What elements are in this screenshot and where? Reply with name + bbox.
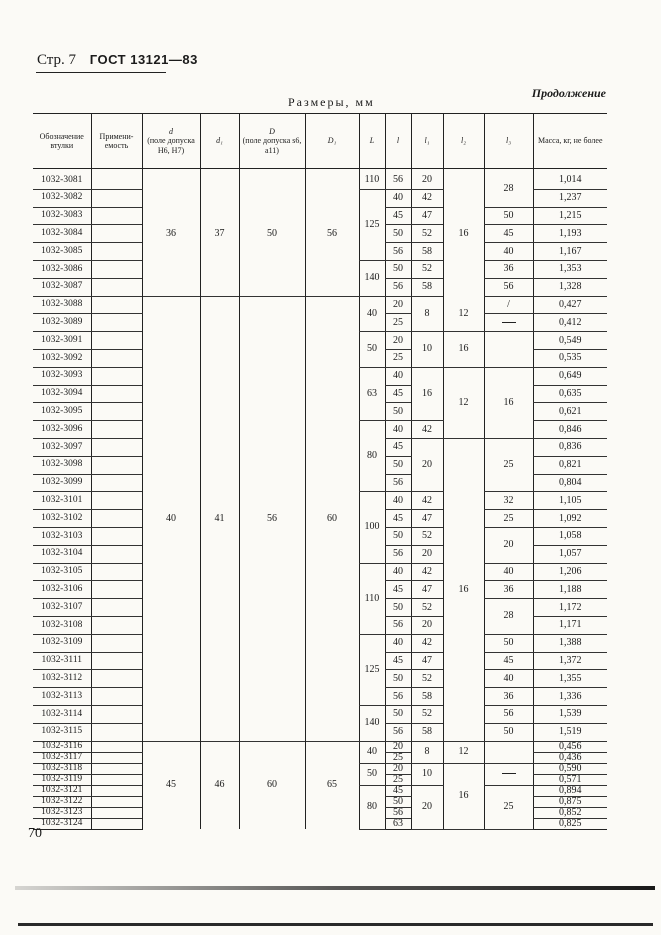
- mass-cell: 0,535: [533, 349, 607, 367]
- designation-cell: 1032-3116: [33, 741, 91, 752]
- l1-cell: 47: [411, 652, 443, 670]
- designation-cell: 1032-3114: [33, 705, 91, 723]
- scan-edge: [15, 886, 655, 890]
- L-cell: 110: [359, 172, 385, 189]
- applicability-cell: [91, 581, 142, 599]
- l1-cell: 20: [411, 545, 443, 563]
- l1-cell: 42: [411, 492, 443, 510]
- designation-cell: 1032-3106: [33, 581, 91, 599]
- L-cell: 80: [359, 785, 385, 829]
- mass-cell: 1,057: [533, 545, 607, 563]
- designation-cell: 1032-3096: [33, 421, 91, 439]
- mass-cell: 1,172: [533, 599, 607, 617]
- mass-cell: 0,635: [533, 385, 607, 403]
- l-cell: 20: [385, 763, 411, 774]
- dash-mark: [502, 773, 516, 774]
- col-d1: [200, 114, 239, 169]
- mass-cell: 1,355: [533, 670, 607, 688]
- col-l2: [443, 114, 484, 169]
- l-cell: 50: [385, 403, 411, 421]
- col-D: [239, 114, 305, 169]
- l-cell: 45: [385, 438, 411, 456]
- designation-cell: 1032-3099: [33, 474, 91, 492]
- applicability-cell: [91, 807, 142, 818]
- l-cell: 25: [385, 349, 411, 367]
- designation-cell: 1032-3084: [33, 225, 91, 243]
- col-l1-symbol: l₁: [424, 136, 430, 146]
- l-cell: 50: [385, 670, 411, 688]
- standard-number: ГОСТ 13121—83: [89, 52, 198, 67]
- L-cell: 125: [359, 189, 385, 260]
- l1-cell: 52: [411, 599, 443, 617]
- l-cell: 63: [385, 818, 411, 829]
- designation-cell: 1032-3112: [33, 670, 91, 688]
- mass-cell: 1,539: [533, 705, 607, 723]
- applicability-cell: [91, 688, 142, 706]
- d-cell: 36: [142, 172, 200, 296]
- l-cell: 45: [385, 652, 411, 670]
- l2-cell: 12: [443, 367, 484, 438]
- col-l1: [411, 114, 443, 169]
- designation-cell: 1032-3123: [33, 807, 91, 818]
- l1-cell: 58: [411, 243, 443, 261]
- l-cell: 56: [385, 172, 411, 189]
- l3-cell: 16: [484, 367, 533, 438]
- applicability-cell: [91, 189, 142, 207]
- table-row: [33, 296, 607, 314]
- l-cell: 40: [385, 634, 411, 652]
- D-cell: 60: [239, 741, 305, 829]
- l-cell: 40: [385, 492, 411, 510]
- mass-cell: 1,193: [533, 225, 607, 243]
- mass-cell: 0,894: [533, 785, 607, 796]
- designation-cell: 1032-3086: [33, 260, 91, 278]
- l1-cell: 20: [411, 172, 443, 189]
- applicability-cell: [91, 670, 142, 688]
- l1-cell: 42: [411, 563, 443, 581]
- l2-cell: 12: [443, 296, 484, 332]
- page-header: [37, 52, 208, 69]
- mass-cell: 1,058: [533, 527, 607, 545]
- col-l3: [484, 114, 533, 169]
- l3-cell: 25: [484, 785, 533, 829]
- L-cell: 50: [359, 332, 385, 368]
- applicability-cell: [91, 403, 142, 421]
- L-cell: 100: [359, 492, 385, 563]
- l1-cell: 47: [411, 510, 443, 528]
- l1-cell: 20: [411, 785, 443, 829]
- table-row: [33, 172, 607, 189]
- l-cell: 50: [385, 796, 411, 807]
- l-cell: 56: [385, 616, 411, 634]
- l-cell: 50: [385, 705, 411, 723]
- L-cell: 40: [359, 741, 385, 763]
- designation-cell: 1032-3085: [33, 243, 91, 261]
- mass-cell: 1,353: [533, 260, 607, 278]
- designation-cell: 1032-3088: [33, 296, 91, 314]
- mass-cell: 1,388: [533, 634, 607, 652]
- l-cell: 56: [385, 723, 411, 741]
- designation-cell: 1032-3122: [33, 796, 91, 807]
- l-cell: 20: [385, 332, 411, 350]
- l1-cell: 10: [411, 332, 443, 368]
- mass-cell: 1,215: [533, 207, 607, 225]
- designation-cell: 1032-3094: [33, 385, 91, 403]
- col-D-symbol: D: [269, 127, 275, 137]
- l-cell: 56: [385, 807, 411, 818]
- col-mass: Масса, кг, не более: [533, 114, 607, 169]
- L-cell: 40: [359, 296, 385, 332]
- l1-cell: 10: [411, 763, 443, 785]
- col-D1: [305, 114, 359, 169]
- mass-cell: 0,821: [533, 456, 607, 474]
- mass-cell: 0,852: [533, 807, 607, 818]
- l3-cell: 50: [484, 207, 533, 225]
- l1-cell: 58: [411, 723, 443, 741]
- l-cell: 40: [385, 189, 411, 207]
- L-cell: 140: [359, 260, 385, 296]
- applicability-cell: [91, 818, 142, 829]
- l3-cell: 36: [484, 581, 533, 599]
- continuation-label: Продолжение: [531, 86, 606, 100]
- l-cell: 40: [385, 367, 411, 385]
- col-l3-symbol: l₃: [505, 136, 511, 146]
- D1-cell: 56: [305, 172, 359, 296]
- l3-cell: 25: [484, 510, 533, 528]
- l-cell: 45: [385, 207, 411, 225]
- l-cell: 56: [385, 474, 411, 492]
- mass-cell: 1,167: [533, 243, 607, 261]
- l1-cell: 20: [411, 616, 443, 634]
- mass-cell: 1,519: [533, 723, 607, 741]
- applicability-cell: [91, 752, 142, 763]
- l-cell: 50: [385, 225, 411, 243]
- L-cell: 63: [359, 367, 385, 420]
- col-d1-symbol: d₁: [216, 136, 223, 146]
- mass-cell: 0,621: [533, 403, 607, 421]
- mass-cell: 0,590: [533, 763, 607, 774]
- l-cell: 25: [385, 752, 411, 763]
- l3-cell: 45: [484, 225, 533, 243]
- d-cell: 45: [142, 741, 200, 829]
- applicability-cell: [91, 492, 142, 510]
- designation-cell: 1032-3119: [33, 774, 91, 785]
- l-cell: 50: [385, 260, 411, 278]
- l1-cell: 52: [411, 705, 443, 723]
- applicability-cell: [91, 278, 142, 296]
- applicability-cell: [91, 763, 142, 774]
- mass-cell: 0,412: [533, 314, 607, 332]
- col-l: [385, 114, 411, 169]
- l1-cell: 47: [411, 207, 443, 225]
- col-D-note: (поле допуска s6, a11): [242, 136, 302, 155]
- applicability-cell: [91, 474, 142, 492]
- l3-cell: 45: [484, 652, 533, 670]
- designation-cell: 1032-3087: [33, 278, 91, 296]
- l-cell: 56: [385, 243, 411, 261]
- l1-cell: 58: [411, 278, 443, 296]
- designation-cell: 1032-3117: [33, 752, 91, 763]
- l3-cell: /: [484, 296, 533, 314]
- D-cell: 56: [239, 296, 305, 741]
- mass-cell: 1,014: [533, 172, 607, 189]
- applicability-cell: [91, 438, 142, 456]
- l3-cell: [484, 314, 533, 332]
- l-cell: 45: [385, 581, 411, 599]
- designation-cell: 1032-3108: [33, 616, 91, 634]
- l-cell: 20: [385, 741, 411, 752]
- L-cell: 80: [359, 421, 385, 492]
- l2-cell: 16: [443, 763, 484, 829]
- L-cell: 140: [359, 705, 385, 741]
- applicability-cell: [91, 510, 142, 528]
- mass-cell: 1,188: [533, 581, 607, 599]
- l-cell: 40: [385, 421, 411, 439]
- l-cell: 50: [385, 456, 411, 474]
- designation-cell: 1032-3098: [33, 456, 91, 474]
- applicability-cell: [91, 616, 142, 634]
- col-applicability: Примени-емость: [91, 114, 142, 169]
- designation-cell: 1032-3091: [33, 332, 91, 350]
- page-number: 70: [28, 826, 42, 841]
- l2-cell: 16: [443, 438, 484, 741]
- D1-cell: 60: [305, 296, 359, 741]
- l3-cell: 25: [484, 438, 533, 491]
- applicability-cell: [91, 796, 142, 807]
- designation-cell: 1032-3083: [33, 207, 91, 225]
- d1-cell: 37: [200, 172, 239, 296]
- col-d-note: (поле допуска H6, H7): [147, 136, 195, 155]
- designation-cell: 1032-3101: [33, 492, 91, 510]
- l1-cell: 42: [411, 421, 443, 439]
- applicability-cell: [91, 225, 142, 243]
- L-cell: 125: [359, 634, 385, 705]
- applicability-cell: [91, 296, 142, 314]
- applicability-cell: [91, 172, 142, 189]
- designation-cell: 1032-3093: [33, 367, 91, 385]
- col-l-symbol: l: [396, 136, 400, 146]
- applicability-cell: [91, 332, 142, 350]
- designation-cell: 1032-3118: [33, 763, 91, 774]
- mass-cell: 1,328: [533, 278, 607, 296]
- D-cell: 50: [239, 172, 305, 296]
- header-rule: [36, 72, 166, 73]
- l1-cell: 8: [411, 296, 443, 332]
- l-cell: 56: [385, 688, 411, 706]
- l-cell: 45: [385, 510, 411, 528]
- applicability-cell: [91, 456, 142, 474]
- l3-cell: [484, 741, 533, 763]
- mass-cell: 0,427: [533, 296, 607, 314]
- col-L-symbol: L: [369, 136, 375, 146]
- applicability-cell: [91, 349, 142, 367]
- l3-cell: 56: [484, 278, 533, 296]
- l1-cell: 52: [411, 260, 443, 278]
- applicability-cell: [91, 545, 142, 563]
- mass-cell: 0,549: [533, 332, 607, 350]
- applicability-cell: [91, 652, 142, 670]
- l-cell: 40: [385, 563, 411, 581]
- designation-cell: 1032-3097: [33, 438, 91, 456]
- applicability-cell: [91, 563, 142, 581]
- l1-cell: 52: [411, 527, 443, 545]
- table-row: [33, 741, 607, 752]
- col-l2-symbol: l₂: [460, 136, 466, 146]
- bushing-spec-table: [33, 113, 607, 830]
- l-cell: 45: [385, 785, 411, 796]
- l1-cell: 52: [411, 225, 443, 243]
- l-cell: 20: [385, 296, 411, 314]
- page-label: Стр. 7: [37, 52, 77, 68]
- mass-cell: 0,846: [533, 421, 607, 439]
- l3-cell: 56: [484, 705, 533, 723]
- designation-cell: 1032-3103: [33, 527, 91, 545]
- designation-cell: 1032-3121: [33, 785, 91, 796]
- mass-cell: 1,336: [533, 688, 607, 706]
- l-cell: 25: [385, 314, 411, 332]
- designation-cell: 1032-3104: [33, 545, 91, 563]
- designation-cell: 1032-3109: [33, 634, 91, 652]
- applicability-cell: [91, 260, 142, 278]
- l-cell: 50: [385, 599, 411, 617]
- mass-cell: 0,456: [533, 741, 607, 752]
- l-cell: 56: [385, 545, 411, 563]
- l1-cell: 20: [411, 438, 443, 491]
- designation-cell: 1032-3124: [33, 818, 91, 829]
- dash-mark: [502, 322, 516, 323]
- table-header: [33, 114, 607, 169]
- applicability-cell: [91, 314, 142, 332]
- l2-cell: 12: [443, 741, 484, 763]
- scan-edge-line: [18, 923, 653, 926]
- mass-cell: 1,237: [533, 189, 607, 207]
- D1-cell: 65: [305, 741, 359, 829]
- col-d: [142, 114, 200, 169]
- l1-cell: 47: [411, 581, 443, 599]
- mass-cell: 0,649: [533, 367, 607, 385]
- l1-cell: 16: [411, 367, 443, 420]
- l-cell: 25: [385, 774, 411, 785]
- designation-cell: 1032-3089: [33, 314, 91, 332]
- mass-cell: 0,836: [533, 438, 607, 456]
- l1-cell: 52: [411, 670, 443, 688]
- applicability-cell: [91, 634, 142, 652]
- designation-cell: 1032-3102: [33, 510, 91, 528]
- designation-cell: 1032-3111: [33, 652, 91, 670]
- applicability-cell: [91, 207, 142, 225]
- l-cell: 56: [385, 278, 411, 296]
- l-cell: 50: [385, 527, 411, 545]
- applicability-cell: [91, 785, 142, 796]
- l3-cell: 50: [484, 634, 533, 652]
- l3-cell: [484, 763, 533, 785]
- l3-cell: 28: [484, 599, 533, 635]
- l3-cell: 40: [484, 563, 533, 581]
- l3-cell: [484, 332, 533, 368]
- designation-cell: 1032-3113: [33, 688, 91, 706]
- applicability-cell: [91, 243, 142, 261]
- l2-cell: 16: [443, 172, 484, 296]
- applicability-cell: [91, 367, 142, 385]
- mass-cell: 1,105: [533, 492, 607, 510]
- mass-cell: 1,171: [533, 616, 607, 634]
- mass-cell: 0,571: [533, 774, 607, 785]
- mass-cell: 0,825: [533, 818, 607, 829]
- col-L: [359, 114, 385, 169]
- d1-cell: 46: [200, 741, 239, 829]
- designation-cell: 1032-3095: [33, 403, 91, 421]
- designation-cell: 1032-3115: [33, 723, 91, 741]
- mass-cell: 1,372: [533, 652, 607, 670]
- l3-cell: 40: [484, 670, 533, 688]
- l1-cell: 42: [411, 189, 443, 207]
- d1-cell: 41: [200, 296, 239, 741]
- l1-cell: 42: [411, 634, 443, 652]
- l3-cell: 40: [484, 243, 533, 261]
- col-D1-symbol: D₁: [327, 136, 337, 146]
- applicability-cell: [91, 599, 142, 617]
- designation-cell: 1032-3107: [33, 599, 91, 617]
- l3-cell: 32: [484, 492, 533, 510]
- mass-cell: 0,875: [533, 796, 607, 807]
- designation-cell: 1032-3081: [33, 172, 91, 189]
- l3-cell: 50: [484, 723, 533, 741]
- mass-cell: 1,206: [533, 563, 607, 581]
- applicability-cell: [91, 774, 142, 785]
- designation-cell: 1032-3082: [33, 189, 91, 207]
- applicability-cell: [91, 385, 142, 403]
- mass-cell: 1,092: [533, 510, 607, 528]
- l3-cell: 28: [484, 172, 533, 207]
- col-designation: Обозначение втулки: [33, 114, 91, 169]
- dimensions-caption: Размеры, мм: [288, 95, 375, 109]
- applicability-cell: [91, 705, 142, 723]
- l3-cell: 20: [484, 527, 533, 563]
- l2-cell: 16: [443, 332, 484, 368]
- l3-cell: 36: [484, 260, 533, 278]
- applicability-cell: [91, 527, 142, 545]
- applicability-cell: [91, 421, 142, 439]
- d-cell: 40: [142, 296, 200, 741]
- designation-cell: 1032-3105: [33, 563, 91, 581]
- mass-cell: 0,436: [533, 752, 607, 763]
- L-cell: 50: [359, 763, 385, 785]
- L-cell: 110: [359, 563, 385, 634]
- l3-cell: 36: [484, 688, 533, 706]
- l1-cell: 8: [411, 741, 443, 763]
- col-d-symbol: d: [169, 127, 173, 137]
- applicability-cell: [91, 723, 142, 741]
- l-cell: 45: [385, 385, 411, 403]
- mass-cell: 0,804: [533, 474, 607, 492]
- applicability-cell: [91, 741, 142, 752]
- designation-cell: 1032-3092: [33, 349, 91, 367]
- l1-cell: 58: [411, 688, 443, 706]
